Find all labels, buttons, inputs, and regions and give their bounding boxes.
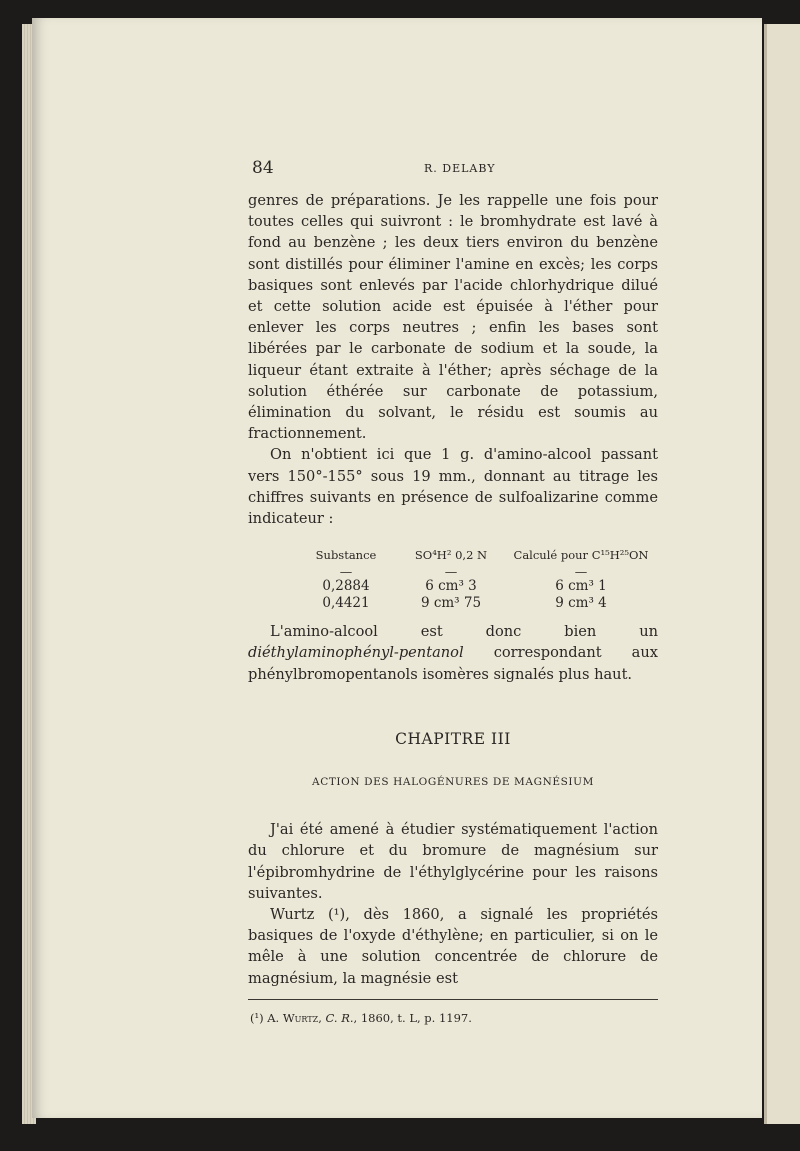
paragraph-wurtz: Wurtz (¹), dès 1860, a signalé les propriétés basiques de l'oxyde d'éthylène; en particulier, si on le mêle à une solution concentrée de chlorure de magnésium, la magnésie est: [248, 906, 658, 987]
footnote-rule: [248, 999, 658, 1000]
compound-name: diéthylaminophényl-pentanol: [248, 644, 464, 662]
paragraph-yield: On n'obtient ici que 1 g. d'amino-alcool passant vers 150°-155° sous 19 mm., donnant au titrage les chiffres suivants en présence de sulfoalizarine comme indicateur :: [248, 446, 658, 528]
chapter-title: CHAPITRE III: [395, 729, 511, 748]
footnote-journal: C. R.: [325, 1010, 354, 1025]
table-column-acid: [406, 545, 496, 612]
table-header: SO⁴H² 0,2 N: [414, 548, 488, 563]
table-cell: 0,2884: [322, 578, 370, 595]
footnote-author: Wurtz: [282, 1010, 319, 1025]
titration-table: [248, 545, 658, 612]
footnote-ref: , 1860, t. L, p. 1197.: [353, 1010, 472, 1025]
conclusion-text: L'amino-alcool est donc bien un: [270, 623, 658, 641]
table-dash: —: [444, 564, 458, 580]
table-cell: 0,4421: [322, 595, 370, 612]
table-header: Calculé pour C¹⁵H²⁵ON: [513, 548, 649, 563]
running-head: [248, 150, 658, 180]
page-content: [248, 150, 658, 1029]
table-column-calculated: [506, 545, 656, 612]
table-column-substance: [296, 545, 396, 612]
chapter-body: [248, 819, 658, 989]
footnote-marker: (¹) A.: [250, 1010, 283, 1025]
paragraph-preparation: genres de préparations. Je les rappelle une fois pour toutes celles qui suivront : le bromhydrate est lavé à fond au benzène ; les deux tiers environ du benzène sont distillés pour éliminer l'amine en excès; les corps basiques sont enlevés par l'acide chlorhydrique dilué et cette solution acide est épuisée à l'éther pour enlever les corps neutres ; enfin les bases sont libérées par le carbonate de sodium et la soude, la liqueur étant extraite à l'éther; après séchage de la solution éthérée sur carbonate de potassium, élimination du solvant, le résidu est soumis au fractionnement.: [248, 192, 658, 443]
table-cell: 9 cm³ 75: [420, 595, 482, 612]
paragraph-intro: J'ai été amené à étudier systématiquement l'action du chlorure et du bromure de magnésium sur l'épibromhydrine de l'éthylglycérine pour les raisons suivantes.: [248, 821, 658, 902]
body-text: [248, 190, 658, 1029]
table-cell: 9 cm³ 4: [555, 595, 607, 612]
page-number: 84: [252, 158, 274, 178]
running-title: R. DELABY: [424, 162, 496, 175]
footnote: [248, 1008, 658, 1029]
table-cell: 6 cm³ 3: [425, 578, 477, 595]
table-header: Substance: [315, 548, 377, 563]
table-dash: —: [339, 564, 353, 580]
chapter-subtitle: ACTION DES HALOGÉNURES DE MAGNÉSIUM: [312, 776, 594, 789]
footnote-sep: ,: [318, 1010, 326, 1025]
next-page-edge: [764, 24, 800, 1124]
paragraph-conclusion: [248, 621, 658, 685]
table-dash: —: [574, 564, 588, 580]
table-cell: 6 cm³ 1: [555, 578, 607, 595]
conclusion-text: correspondant aux phénylbromopentanols isomères signalés plus haut.: [248, 644, 658, 683]
